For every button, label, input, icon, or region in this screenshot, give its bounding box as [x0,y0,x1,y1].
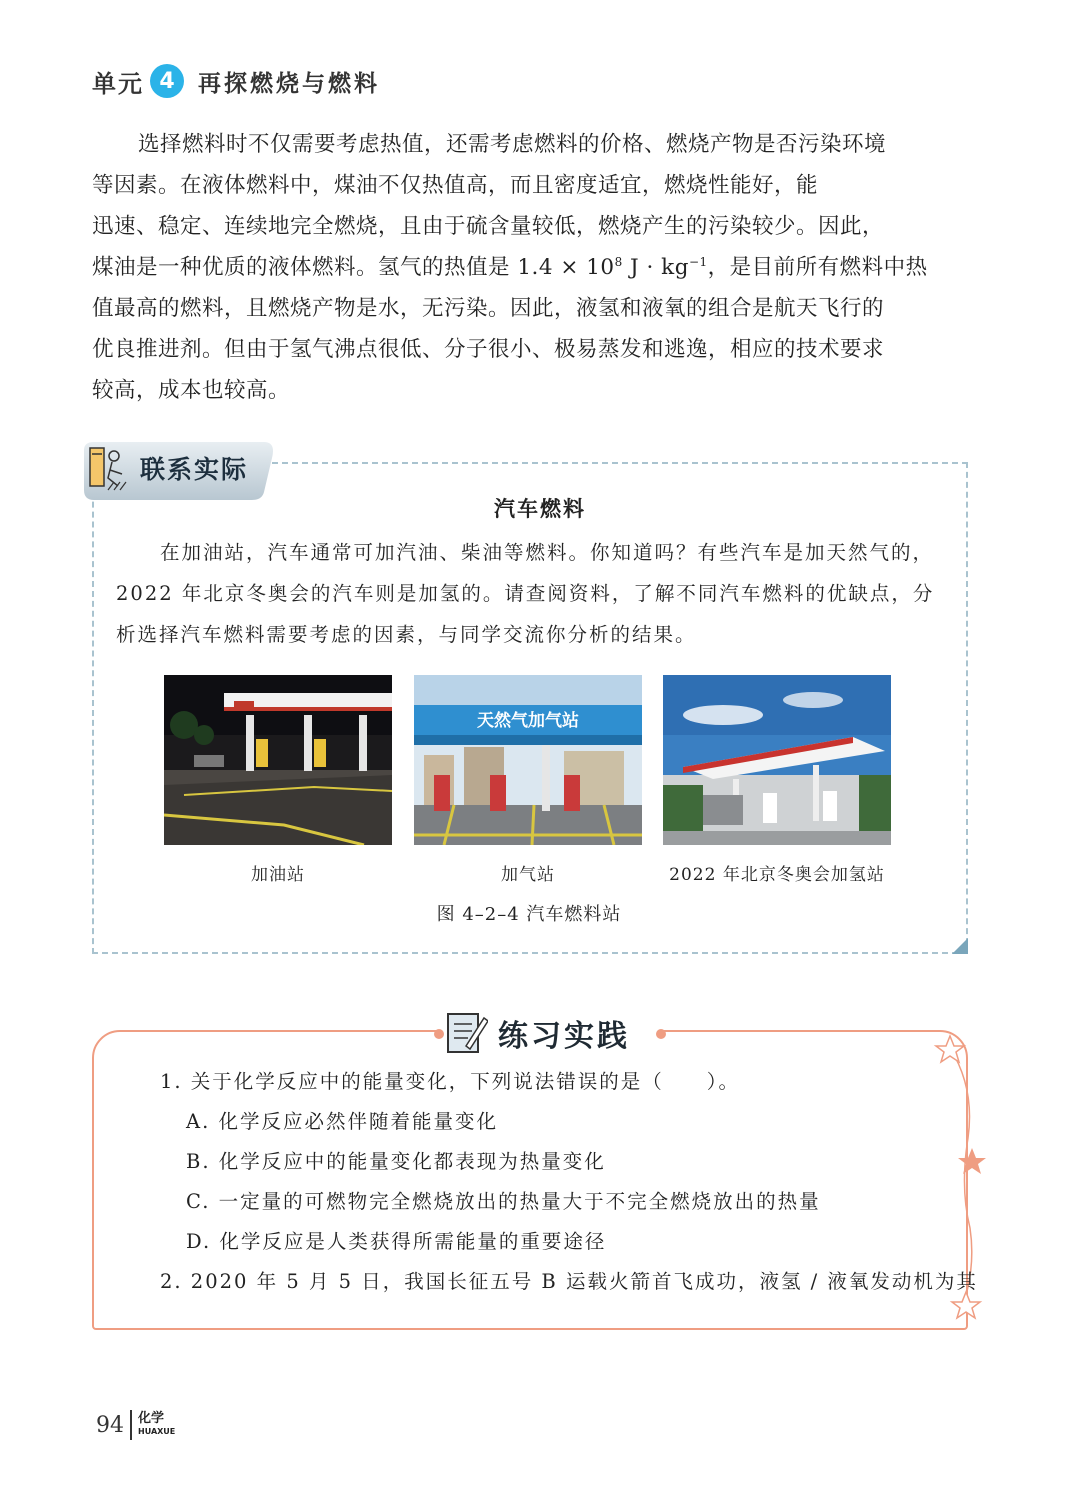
option-d: D. 化学反应是人类获得所需能量的重要途径 [186,1230,607,1253]
intro-line: 较高，成本也较高。 [92,378,291,403]
photo-caption: 2022 年北京冬奥会加氢站 [669,865,885,885]
subject-pinyin: HUAXUE [138,1427,176,1436]
notebook-icon [444,1010,488,1056]
unit-title: 再探燃烧与燃料 [198,70,380,97]
connect-heading: 汽车燃料 [494,497,586,521]
option-b: B. 化学反应中的能量变化都表现为热量变化 [186,1150,606,1173]
subject-name: 化学 [138,1411,165,1426]
intro-line: 等因素。在液体燃料中，煤油不仅热值高，而且密度适宜，燃烧性能好，能 [92,173,819,198]
photo-gas-station [164,675,392,845]
question-1: 1. 关于化学反应中的能量变化，下列说法错误的是（ ）。 [160,1070,741,1093]
unit-number-badge: 4 [150,64,184,98]
figure-caption: 图 4–2–4 汽车燃料站 [436,904,622,925]
connect-badge-title: 联系实际 [140,455,249,484]
photo-cng-station [414,675,642,845]
connect-line: 在加油站，汽车通常可加汽油、柴油等燃料。你知道吗？有些汽车是加天然气的， [160,541,935,564]
question-2: 2. 2020 年 5 月 5 日，我国长征五号 B 运载火箭首飞成功，液氢 / 液氧发动机为其 [160,1270,978,1293]
connect-line: 析选择汽车燃料需要考虑的因素，与同学交流你分析的结果。 [116,623,697,646]
corner-triangle [952,938,968,954]
page-number: 94 [96,1412,124,1438]
page-footer [96,1410,175,1440]
intro-line: 值最高的燃料，且燃烧产物是水，无污染。因此，液氢和液氧的组合是航天飞行的 [92,296,885,321]
unit-header [92,60,380,102]
unit-text: J · kg [622,255,689,280]
intro-line [92,247,972,288]
connect-paragraph [116,532,946,655]
intro-line: 选择燃料时不仅需要考虑热值，还需考虑燃料的价格、燃烧产物是否污染环境 [138,132,887,157]
photo-caption: 加油站 [251,865,305,885]
exponent: 8 [614,254,623,269]
footer-divider [130,1410,132,1440]
intro-line: 迅速、稳定、连续地完全燃烧，且由于硫含量较低，燃烧产生的污染较少。因此， [92,214,885,239]
option-a: A. 化学反应必然伴随着能量变化 [186,1110,498,1133]
station-sign-text: 天然气加气站 [477,711,579,731]
subject-mark [138,1412,175,1438]
photo-caption: 加气站 [501,865,555,885]
option-c: C. 一定量的可燃物完全燃烧放出的热量大于不完全燃烧放出的热量 [186,1190,821,1213]
photo-hydrogen-station [663,675,891,845]
practice-title-wrap [444,1008,660,1058]
unit-label: 单元 [92,69,144,98]
intro-paragraph [92,124,972,411]
connect-line: 2022 年北京冬奥会的汽车则是加氢的。请查阅资料，了解不同汽车燃料的优缺点，分 [116,582,935,605]
intro-text: 煤油是一种优质的液体燃料。氢气的热值是 1.4 × 10 [92,255,615,280]
intro-text: ，是目前所有燃料中热 [707,255,928,280]
intro-line: 优良推进剂。但由于氢气沸点很低、分子很小、极易蒸发和逃逸，相应的技术要求 [92,337,885,362]
exponent: −1 [688,254,708,269]
practice-title: 练习实践 [498,1019,630,1054]
